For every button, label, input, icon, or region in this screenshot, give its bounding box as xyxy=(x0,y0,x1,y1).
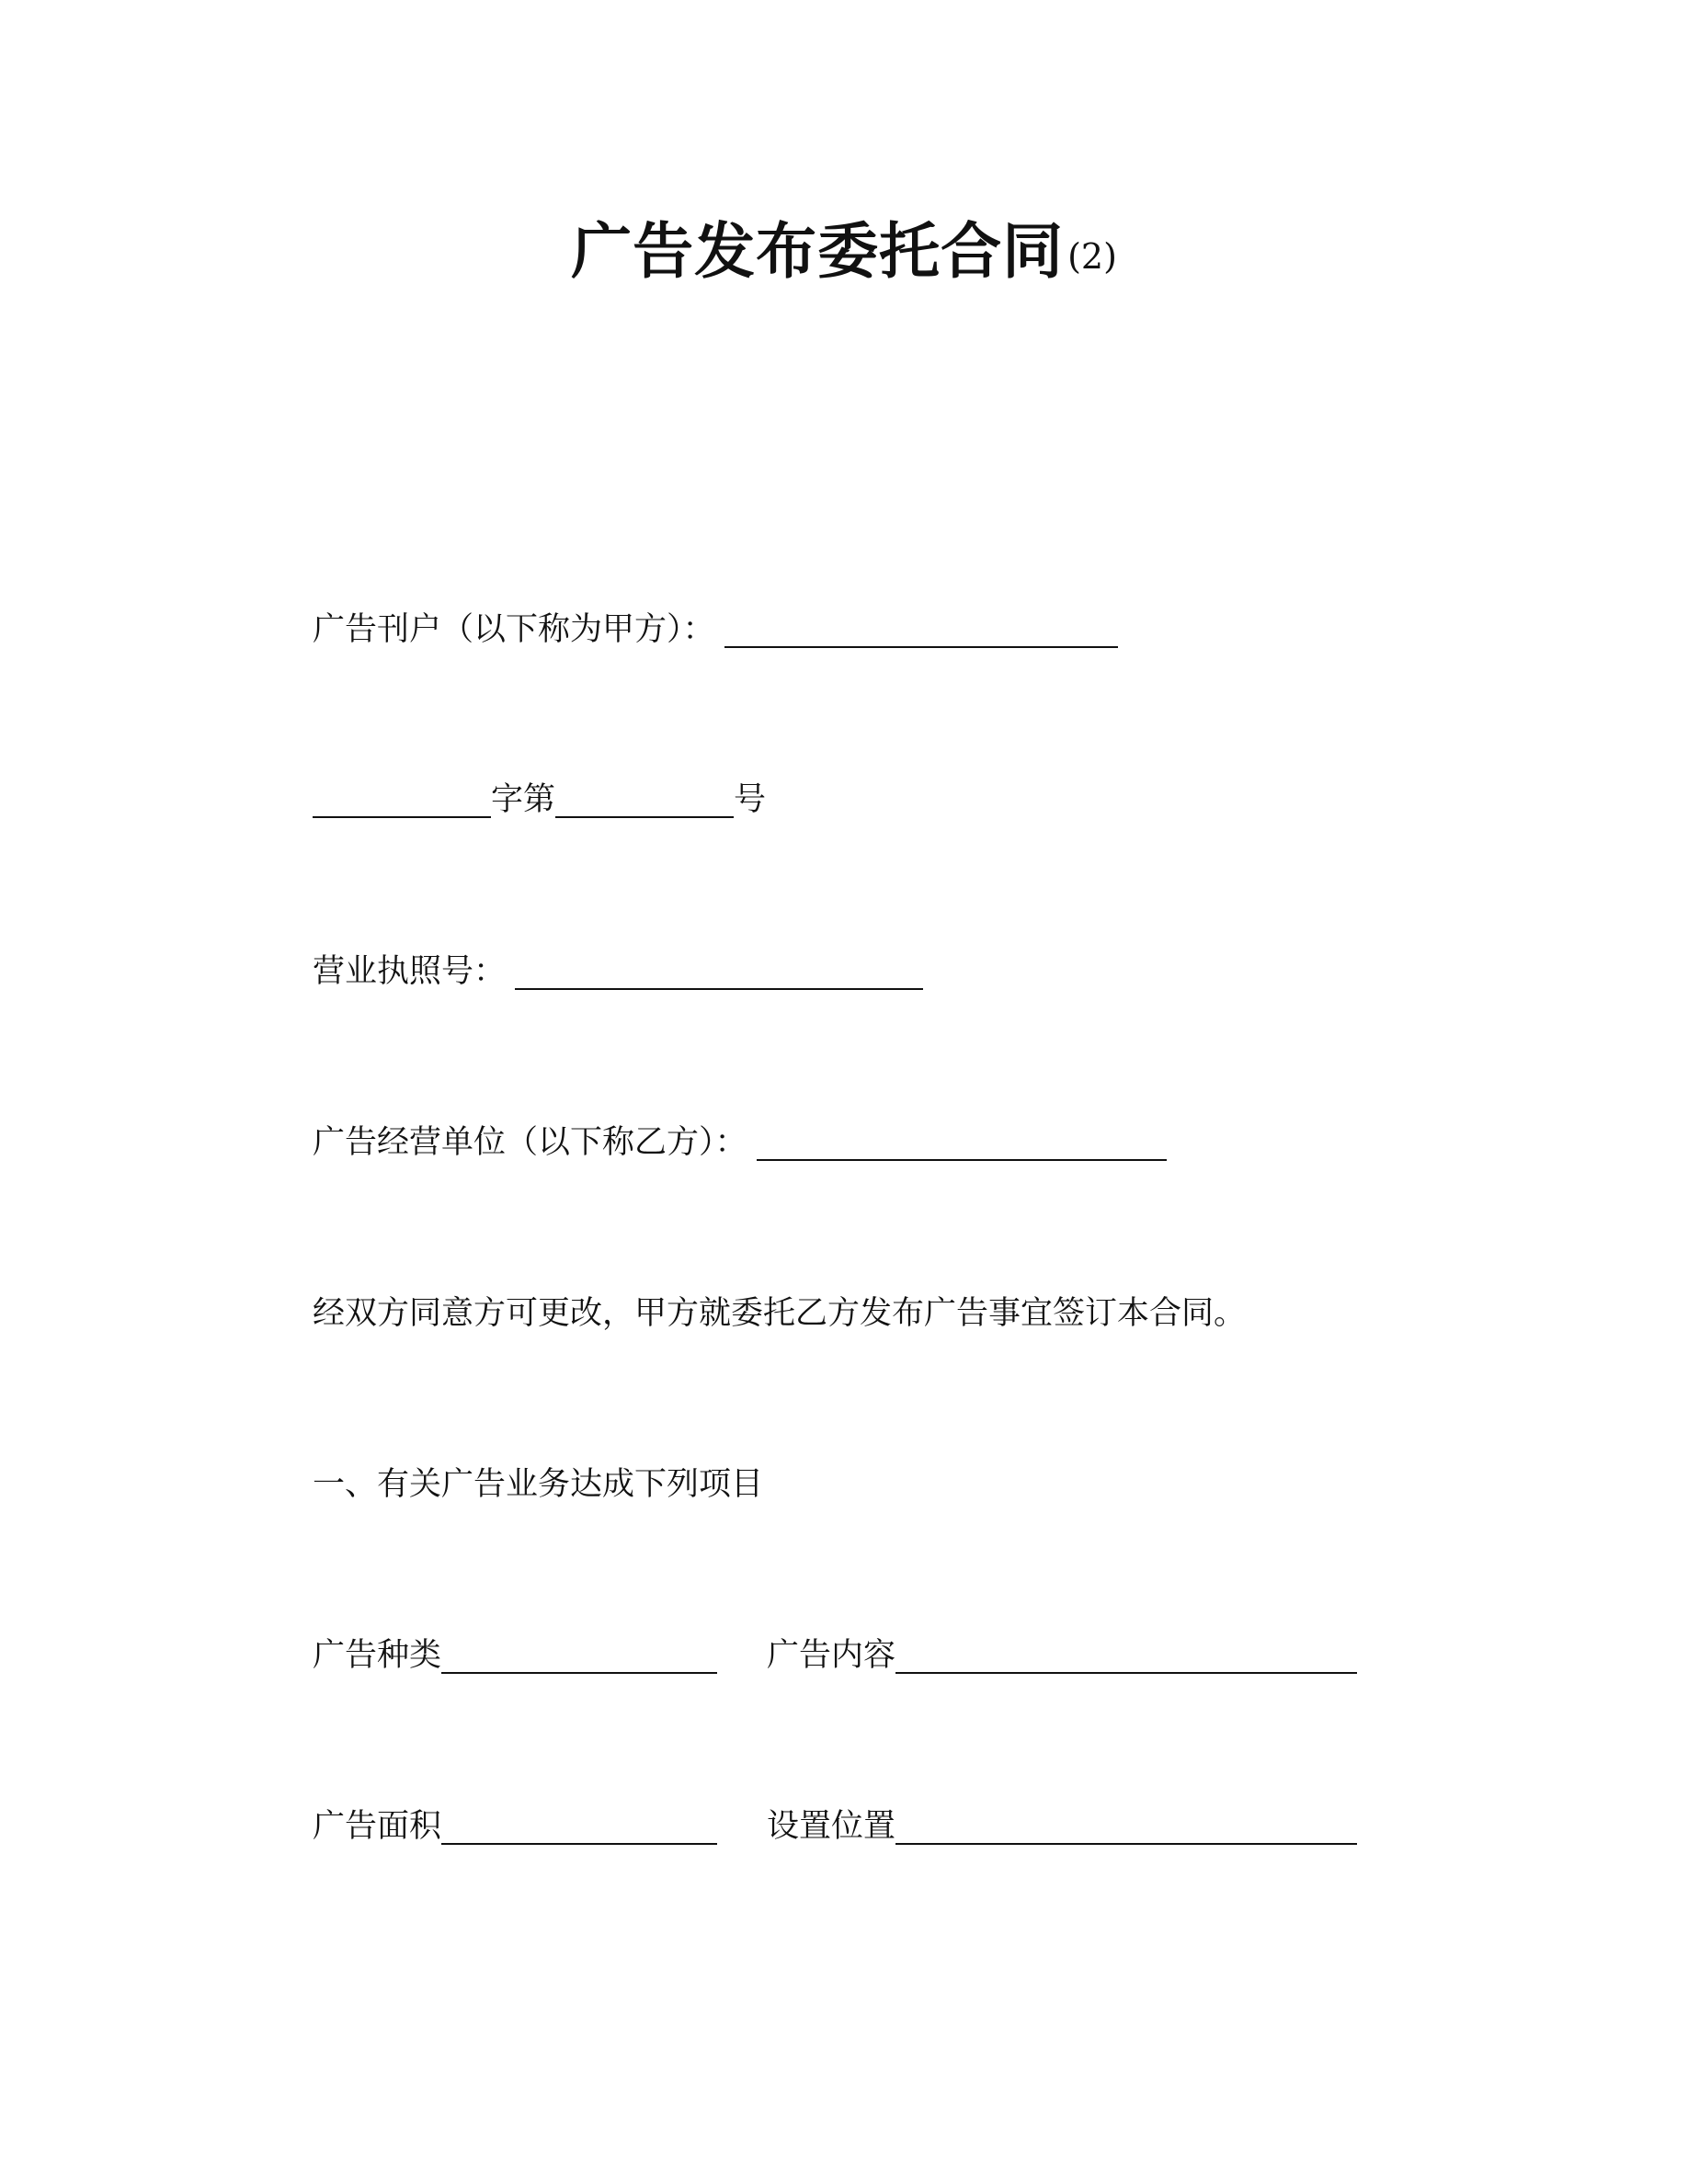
ad-content-label: 广告内容 xyxy=(767,1637,896,1674)
document-number-blank xyxy=(555,816,734,818)
title-main: 广告发布委托合同 xyxy=(571,216,1065,287)
party-b-blank xyxy=(757,1159,1167,1161)
ad-type-blank xyxy=(441,1672,717,1674)
party-b-label: 广告经营单位（以下称乙方）： xyxy=(313,1124,747,1161)
document-prefix-blank xyxy=(313,816,491,818)
ad-area-label: 广告面积 xyxy=(313,1808,442,1845)
position-blank xyxy=(895,1843,1357,1845)
license-label: 营业执照号： xyxy=(313,953,507,990)
hao-label: 号 xyxy=(734,781,767,818)
position-label: 设置位置 xyxy=(767,1808,896,1845)
party-a-line xyxy=(313,602,1118,657)
ad-type-content-line xyxy=(313,1628,1357,1683)
agreement-text: 经双方同意方可更改，甲方就委托乙方发布广告事宜签订本合同。 xyxy=(313,1295,1247,1332)
ad-type-label: 广告种类 xyxy=(313,1637,442,1674)
zi-label: 字第 xyxy=(491,781,556,818)
title-suffix: (2) xyxy=(1067,236,1117,277)
party-b-line xyxy=(313,1115,1167,1170)
section-one-heading: 一、有关广告业务达成下列项目 xyxy=(313,1466,764,1503)
ad-content-blank xyxy=(895,1672,1357,1674)
document-title xyxy=(0,202,1688,290)
party-a-label: 广告刊户（以下称为甲方）： xyxy=(313,611,715,648)
license-blank xyxy=(515,988,923,990)
document-number-line xyxy=(313,772,766,827)
party-a-blank xyxy=(724,646,1118,648)
ad-area-position-line xyxy=(313,1799,1357,1854)
section-one-line xyxy=(313,1457,763,1512)
agreement-line xyxy=(313,1286,1246,1341)
ad-area-blank xyxy=(441,1843,717,1845)
license-line xyxy=(313,944,923,999)
